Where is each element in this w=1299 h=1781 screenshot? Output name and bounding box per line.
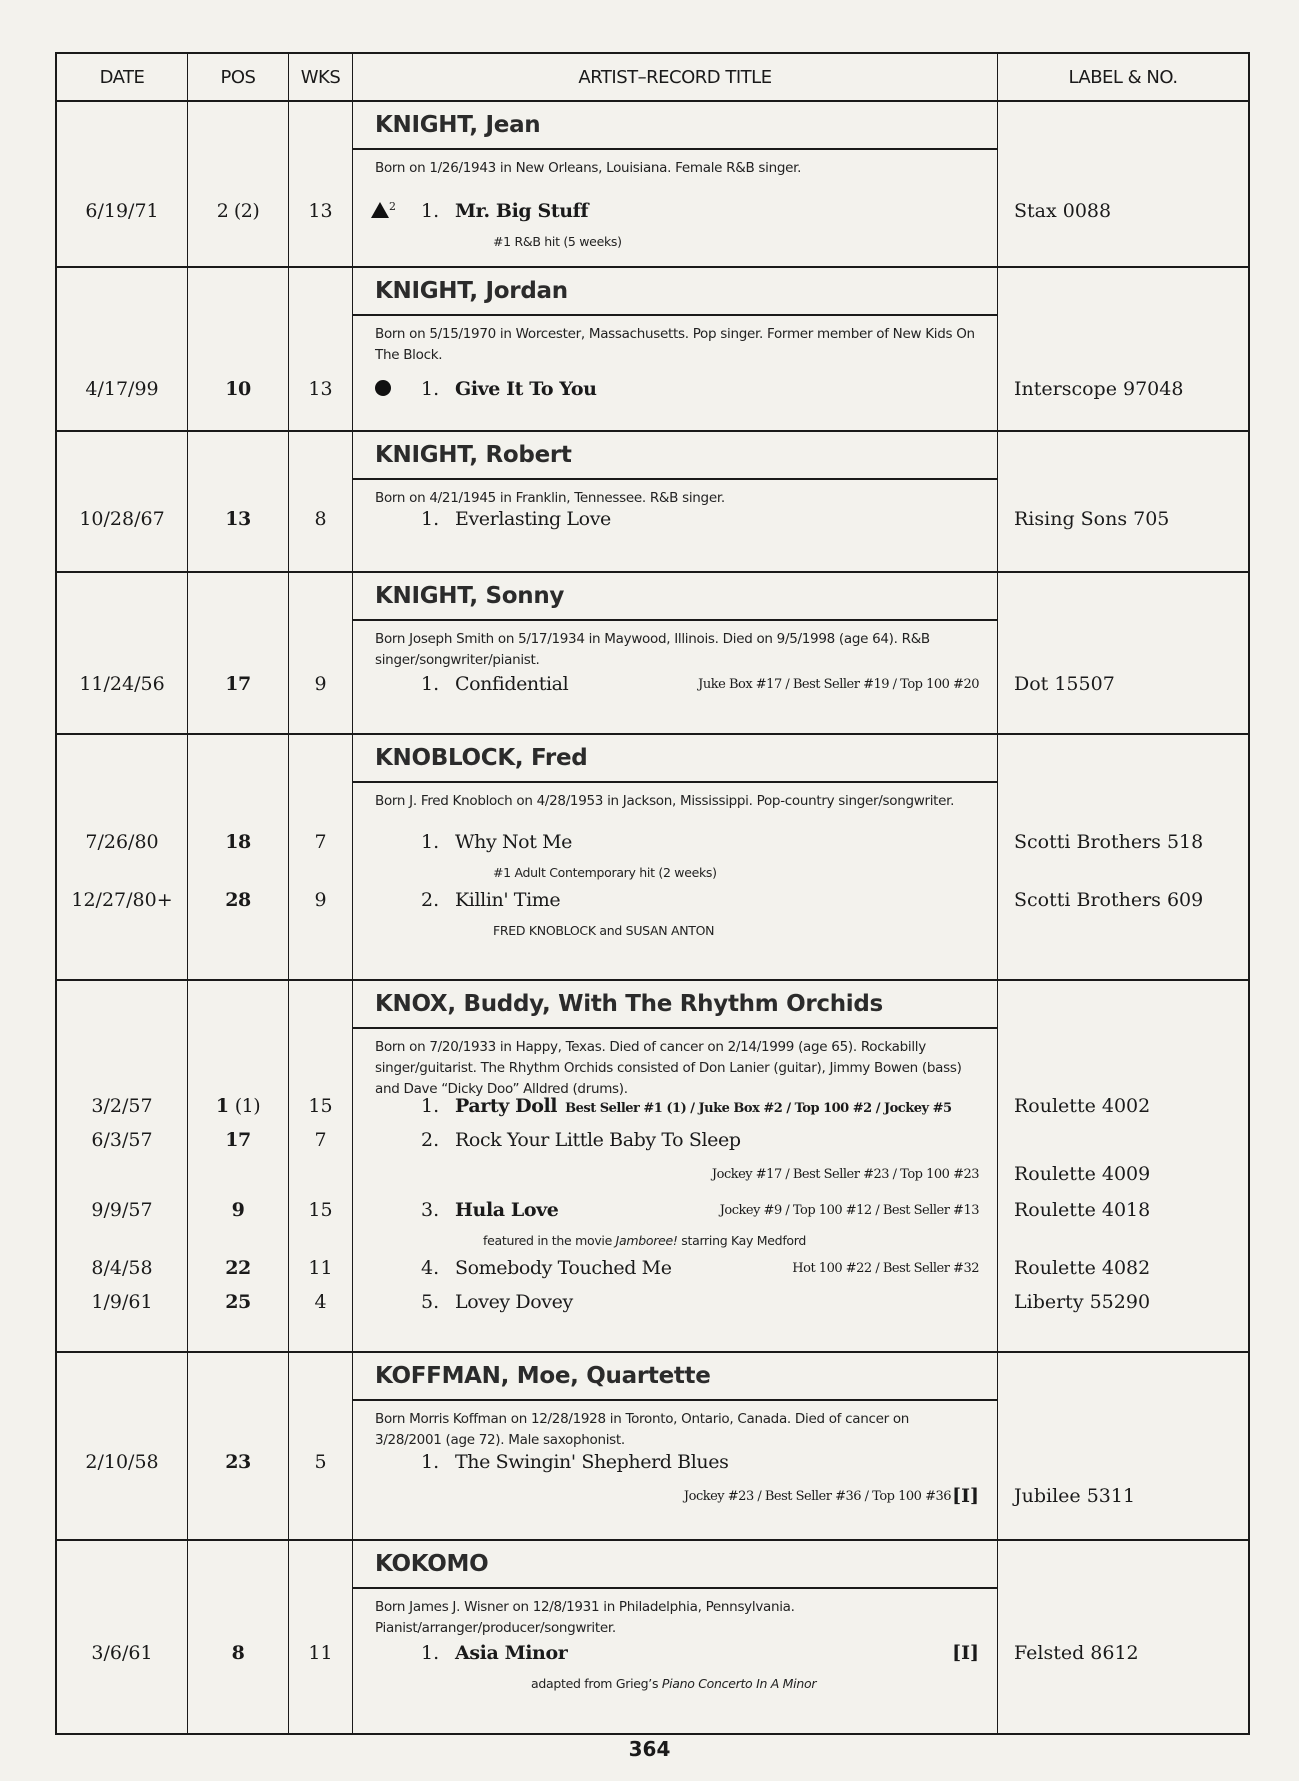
date-column <box>57 735 187 979</box>
entry-date: 10/28/67 <box>79 508 165 530</box>
weeks-charted: 13 <box>308 200 333 222</box>
wks-column <box>288 735 352 979</box>
song-title <box>455 1257 672 1279</box>
song-note <box>531 1676 816 1691</box>
page-number: 364 <box>628 1737 671 1761</box>
pos-column <box>187 735 288 979</box>
artist-bio: Born on 7/20/1933 in Happy, Texas. Died of cancer on 2/14/1999 (age 65). Rockabilly singer/guitarist. The Rhythm Orchids consisted of Don Lanier (guitar), Jimmy Bowen (bass) and Dave “Dicky Doo” Alldred (drums). <box>375 1039 962 1097</box>
label-number: Dot 15507 <box>1014 673 1115 695</box>
instrumental-flag: [I] <box>952 1642 979 1664</box>
certification-count: 2 <box>389 200 396 213</box>
entry-date: 3/6/61 <box>91 1642 153 1664</box>
label-column <box>997 735 1248 979</box>
song-title <box>455 1642 567 1664</box>
song-note: #1 Adult Contemporary hit (2 weeks) <box>493 865 717 880</box>
label-number: Liberty 55290 <box>1014 1291 1151 1313</box>
label-number: Roulette 4009 <box>1014 1163 1151 1185</box>
peak-position-value: 23 <box>225 1451 251 1473</box>
peak-position <box>188 1095 288 1117</box>
peak-position-value: 18 <box>225 831 251 853</box>
song-note: #1 R&B hit (5 weeks) <box>493 234 622 249</box>
song-title-text: Why Not Me <box>455 831 572 853</box>
artist-record-column <box>352 735 997 979</box>
peak-position-value: 8 <box>231 1642 245 1664</box>
instrumental-flag: [I] <box>952 1485 979 1507</box>
song-number: 1. <box>421 378 440 400</box>
label-number: Scotti Brothers 609 <box>1014 889 1204 911</box>
artist-record-column <box>352 1541 997 1733</box>
artist-record-column <box>352 268 997 430</box>
artist-bio: Born on 1/26/1943 in New Orleans, Louisiana. Female R&B singer. <box>375 160 802 176</box>
peak-position-value: 13 <box>225 508 251 530</box>
wks-column <box>288 432 352 571</box>
weeks-charted: 15 <box>308 1095 333 1117</box>
label-column <box>997 268 1248 430</box>
wks-column <box>288 102 352 266</box>
wks-column <box>288 573 352 733</box>
peak-position <box>188 673 288 695</box>
song-number: 3. <box>421 1199 440 1221</box>
artist-record-column <box>352 432 997 571</box>
label-column <box>997 573 1248 733</box>
label-number: Stax 0088 <box>1014 200 1112 222</box>
artist-record-column <box>352 573 997 733</box>
pos-column <box>187 268 288 430</box>
song-title <box>455 200 588 222</box>
label-column <box>997 432 1248 571</box>
peak-position-value: 10 <box>225 378 251 400</box>
peak-position-value: 2 (2) <box>216 200 260 222</box>
note-text: featured in the movie <box>483 1233 616 1248</box>
peak-position <box>188 1129 288 1151</box>
label-column <box>997 1353 1248 1539</box>
song-title <box>455 1199 558 1221</box>
date-column <box>57 573 187 733</box>
date-column <box>57 102 187 266</box>
note-italic-title: Jamboree! <box>615 1233 678 1248</box>
song-title <box>455 889 560 911</box>
label-number: Roulette 4018 <box>1014 1199 1151 1221</box>
label-column <box>997 1541 1248 1733</box>
entry-date: 1/9/61 <box>91 1291 153 1313</box>
peak-position-value: 17 <box>225 1129 251 1151</box>
pos-column <box>187 1541 288 1733</box>
song-number: 1. <box>421 673 440 695</box>
peak-position-value: 22 <box>225 1257 251 1279</box>
artist-section <box>57 266 1248 430</box>
date-column <box>57 1541 187 1733</box>
weeks-charted: 8 <box>314 508 327 530</box>
peak-position-value: 1 <box>215 1095 229 1117</box>
artist-name: KOFFMAN, Moe, Quartette <box>353 1353 997 1401</box>
song-title-text: Killin' Time <box>455 889 561 911</box>
entry-date: 8/4/58 <box>91 1257 153 1279</box>
wks-column <box>288 981 352 1351</box>
date-column <box>57 981 187 1351</box>
artist-bio: Born J. Fred Knobloch on 4/28/1953 in Jackson, Mississippi. Pop-country singer/songwriter. <box>375 793 955 809</box>
entry-date: 6/19/71 <box>85 200 159 222</box>
chart-history-table <box>55 52 1250 1735</box>
wks-column <box>288 1353 352 1539</box>
pos-column <box>187 1353 288 1539</box>
date-column <box>57 268 187 430</box>
peak-position <box>188 508 288 530</box>
artist-name: KNIGHT, Robert <box>353 432 997 480</box>
song-number: 5. <box>421 1291 440 1313</box>
song-number: 1. <box>421 831 440 853</box>
song-title-text: Lovey Dovey <box>455 1291 573 1313</box>
song-number: 4. <box>421 1257 440 1279</box>
artist-name: KNIGHT, Jordan <box>353 268 997 316</box>
triangle-icon <box>371 200 395 222</box>
label-number: Interscope 97048 <box>1014 378 1184 400</box>
song-title-text: Somebody Touched Me <box>455 1257 672 1279</box>
song-number: 2. <box>421 889 440 911</box>
artist-record-column <box>352 1353 997 1539</box>
song-title <box>455 378 597 400</box>
label-column <box>997 102 1248 266</box>
weeks-charted: 7 <box>314 1129 327 1151</box>
label-number: Roulette 4082 <box>1014 1257 1151 1279</box>
wks-column <box>288 1541 352 1733</box>
chart-positions: Best Seller #1 (1) / Juke Box #2 / Top 100 #2 / Jockey #5 <box>565 1101 952 1116</box>
song-title <box>455 1095 952 1117</box>
artist-name: KNOX, Buddy, With The Rhythm Orchids <box>353 981 997 1029</box>
song-number: 1. <box>421 1642 440 1664</box>
column-header-wks: WKS <box>288 54 352 100</box>
song-title <box>455 831 572 853</box>
weeks-charted: 15 <box>308 1199 333 1221</box>
artist-section <box>57 733 1248 979</box>
chart-positions: Juke Box #17 / Best Seller #19 / Top 100 #20 <box>698 677 979 692</box>
song-title <box>455 1129 741 1151</box>
date-column <box>57 1353 187 1539</box>
peak-position <box>188 1291 288 1313</box>
wks-column <box>288 268 352 430</box>
chart-positions: Hot 100 #22 / Best Seller #32 <box>792 1261 979 1276</box>
peak-position-value: 25 <box>225 1291 251 1313</box>
entry-date: 4/17/99 <box>85 378 159 400</box>
artist-name: KNOBLOCK, Fred <box>353 735 997 783</box>
peak-position <box>188 831 288 853</box>
table-header <box>57 54 1248 100</box>
pos-column <box>187 102 288 266</box>
pos-column <box>187 981 288 1351</box>
song-title <box>455 1291 573 1313</box>
song-number: 2. <box>421 1129 440 1151</box>
song-title-text: Give It To You <box>455 378 597 400</box>
artist-section <box>57 1539 1248 1733</box>
song-title <box>455 1451 728 1473</box>
label-number: Jubilee 5311 <box>1014 1485 1136 1507</box>
song-title-text: Hula Love <box>455 1199 559 1221</box>
entry-date: 6/3/57 <box>91 1129 153 1151</box>
entry-date: 12/27/80+ <box>71 889 173 911</box>
song-title-text: Rock Your Little Baby To Sleep <box>455 1129 741 1151</box>
weeks-charted: 5 <box>314 1451 327 1473</box>
song-title <box>455 673 568 695</box>
entry-date: 11/24/56 <box>79 673 165 695</box>
chart-positions: Jockey #17 / Best Seller #23 / Top 100 #23 <box>711 1167 979 1182</box>
artist-section <box>57 1351 1248 1539</box>
artist-section <box>57 571 1248 733</box>
label-number: Rising Sons 705 <box>1014 508 1170 530</box>
pos-column <box>187 432 288 571</box>
peak-position <box>188 1642 288 1664</box>
date-column <box>57 432 187 571</box>
column-header-label: LABEL & NO. <box>997 54 1248 100</box>
peak-position <box>188 378 288 400</box>
song-title-text: The Swingin' Shepherd Blues <box>455 1451 729 1473</box>
artist-name: KNIGHT, Sonny <box>353 573 997 621</box>
artist-section <box>57 979 1248 1351</box>
weeks-at-peak: (1) <box>234 1095 261 1117</box>
entry-date: 3/2/57 <box>91 1095 153 1117</box>
song-number: 1. <box>421 200 440 222</box>
artist-bio: Born on 5/15/1970 in Worcester, Massachusetts. Pop singer. Former member of New Kids On The Block. <box>375 326 975 363</box>
note-text: starring Kay Medford <box>677 1233 807 1248</box>
entry-date: 2/10/58 <box>85 1451 159 1473</box>
song-number: 1. <box>421 1451 440 1473</box>
peak-position-value: 17 <box>225 673 251 695</box>
song-title-text: Confidential <box>455 673 569 695</box>
peak-position <box>188 1451 288 1473</box>
label-number: Scotti Brothers 518 <box>1014 831 1204 853</box>
weeks-charted: 13 <box>308 378 333 400</box>
weeks-charted: 4 <box>314 1291 327 1313</box>
weeks-charted: 9 <box>314 673 327 695</box>
note-italic-title: Piano Concerto In A Minor <box>661 1676 817 1691</box>
peak-position <box>188 889 288 911</box>
artist-record-column <box>352 102 997 266</box>
peak-position <box>188 1199 288 1221</box>
peak-position-value: 28 <box>225 889 251 911</box>
artist-record-column <box>352 981 997 1351</box>
column-header-date: DATE <box>99 66 145 88</box>
pos-column <box>187 573 288 733</box>
song-title-text: Mr. Big Stuff <box>455 200 589 222</box>
column-header-pos: POS <box>187 54 288 100</box>
entry-date: 7/26/80 <box>85 831 159 853</box>
peak-position <box>188 200 288 222</box>
column-header-artist: ARTIST–RECORD TITLE <box>352 54 997 100</box>
song-number: 1. <box>421 508 440 530</box>
artist-name: KNIGHT, Jean <box>353 102 997 150</box>
peak-position <box>188 1257 288 1279</box>
chart-positions: Jockey #23 / Best Seller #36 / Top 100 #36 <box>683 1489 951 1504</box>
label-column <box>997 981 1248 1351</box>
artist-bio: Born on 4/21/1945 in Franklin, Tennessee. R&B singer. <box>375 490 725 506</box>
note-text: adapted from Grieg’s <box>531 1676 662 1691</box>
song-number: 1. <box>421 1095 440 1117</box>
song-title-text: Asia Minor <box>455 1642 568 1664</box>
label-number: Roulette 4002 <box>1014 1095 1151 1117</box>
artist-section <box>57 100 1248 266</box>
artist-name: KOKOMO <box>353 1541 997 1589</box>
weeks-charted: 9 <box>314 889 327 911</box>
song-note: FRED KNOBLOCK and SUSAN ANTON <box>493 923 715 938</box>
weeks-charted: 7 <box>314 831 327 853</box>
weeks-charted: 11 <box>308 1257 333 1279</box>
peak-position-value: 9 <box>231 1199 245 1221</box>
song-title-text: Party Doll <box>455 1095 558 1117</box>
dot-icon <box>371 378 395 400</box>
artist-bio: Born James J. Wisner on 12/8/1931 in Philadelphia, Pennsylvania. Pianist/arranger/producer/songwriter. <box>375 1599 795 1636</box>
artist-bio: Born Morris Koffman on 12/28/1928 in Toronto, Ontario, Canada. Died of cancer on 3/28/2001 (age 72). Male saxophonist. <box>375 1411 910 1448</box>
entry-date: 9/9/57 <box>91 1199 153 1221</box>
label-number: Felsted 8612 <box>1014 1642 1139 1664</box>
artist-bio: Born Joseph Smith on 5/17/1934 in Maywood, Illinois. Died on 9/5/1998 (age 64). R&B singer/songwriter/pianist. <box>375 631 930 668</box>
song-note <box>483 1233 806 1248</box>
song-title-text: Everlasting Love <box>455 508 611 530</box>
chart-positions: Jockey #9 / Top 100 #12 / Best Seller #13 <box>719 1203 979 1218</box>
artist-section <box>57 430 1248 571</box>
song-title <box>455 508 611 530</box>
weeks-charted: 11 <box>308 1642 333 1664</box>
